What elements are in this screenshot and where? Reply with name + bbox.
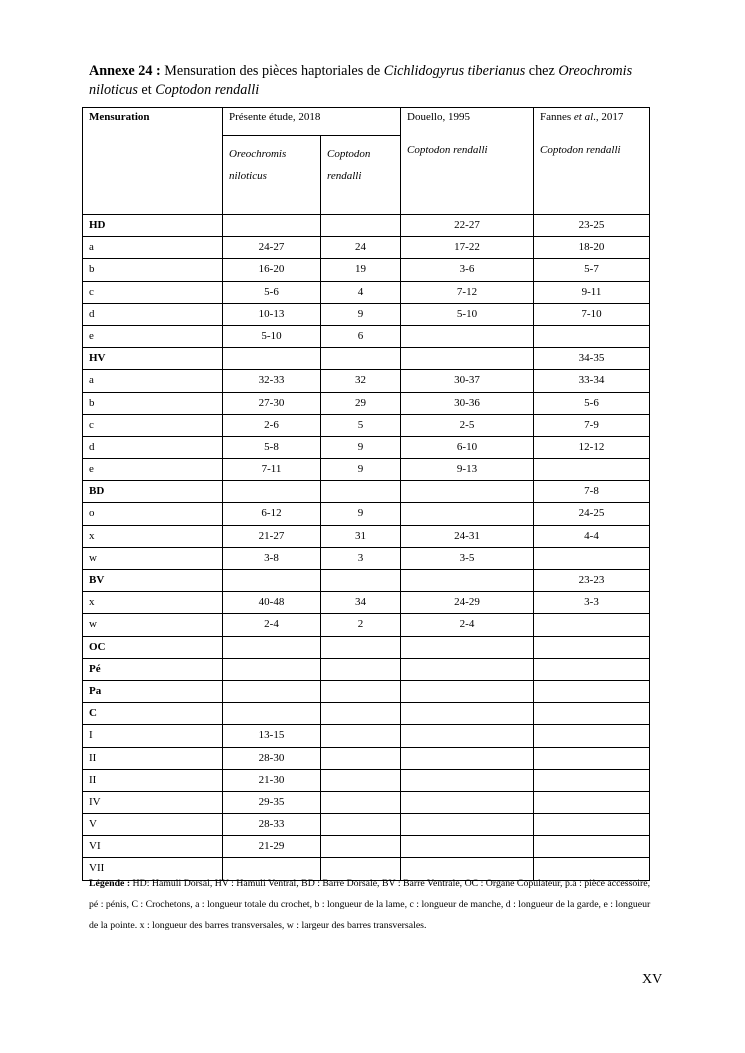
table-row — [83, 325, 650, 347]
row-label: II — [83, 747, 223, 769]
table-cell-c2 — [321, 481, 401, 503]
table-row — [83, 348, 650, 370]
table-cell-c4: 24-25 — [534, 503, 650, 525]
table-cell-c1: 29-35 — [223, 791, 321, 813]
table-cell-c3: 7-12 — [401, 281, 534, 303]
table-cell-c3: 3-5 — [401, 547, 534, 569]
table-cell-c4 — [534, 703, 650, 725]
table-cell-c2 — [321, 636, 401, 658]
table-cell-c2: 9 — [321, 503, 401, 525]
legend — [89, 873, 661, 936]
table-cell-c1 — [223, 348, 321, 370]
row-label: Pa — [83, 680, 223, 702]
table-cell-c3 — [401, 570, 534, 592]
species-coptodon: Coptodon rendalli — [155, 82, 260, 98]
table-row — [83, 459, 650, 481]
table-cell-c1: 21-29 — [223, 836, 321, 858]
annex-title: Annexe 24 : Mensuration des pièces haptoriales de Cichlidogyrus tiberianus chez Oreochromis niloticus et Coptodon rendalli — [89, 63, 633, 98]
table-cell-c1 — [223, 636, 321, 658]
row-label: Pé — [83, 658, 223, 680]
table-cell-c2: 4 — [321, 281, 401, 303]
table-row — [83, 259, 650, 281]
row-label: OC — [83, 636, 223, 658]
table-cell-c3 — [401, 725, 534, 747]
table-cell-c2: 29 — [321, 392, 401, 414]
table-cell-c2 — [321, 658, 401, 680]
table-cell-c1: 6-12 — [223, 503, 321, 525]
row-label: VII — [83, 858, 223, 880]
row-label: C — [83, 703, 223, 725]
table-cell-c4 — [534, 680, 650, 702]
species-cichlidogyrus: Cichlidogyrus tiberianus — [383, 63, 526, 79]
col-header-fannes — [534, 108, 650, 215]
row-label: b — [83, 392, 223, 414]
table-cell-c3: 5-10 — [401, 303, 534, 325]
col-header-coptodon: Coptodon rendalli — [321, 136, 401, 215]
table-cell-c2 — [321, 791, 401, 813]
table-row — [83, 215, 650, 237]
species-oreochromis: Oreochromis niloticus — [89, 63, 633, 98]
table-cell-c2 — [321, 747, 401, 769]
legend-label: Légende : — [89, 878, 131, 889]
row-label: HV — [83, 348, 223, 370]
fannes-ref: Fannes et al., 2017 — [540, 111, 624, 123]
table-row — [83, 747, 650, 769]
row-label: x — [83, 525, 223, 547]
table-cell-c3: 30-36 — [401, 392, 534, 414]
table-cell-c4 — [534, 459, 650, 481]
table-cell-c2 — [321, 215, 401, 237]
table-cell-c3 — [401, 769, 534, 791]
row-label: b — [83, 259, 223, 281]
annex-number: Annexe 24 : — [89, 63, 161, 79]
table-cell-c3 — [401, 814, 534, 836]
row-label: BV — [83, 570, 223, 592]
table-row — [83, 769, 650, 791]
table-cell-c2 — [321, 836, 401, 858]
table-cell-c3 — [401, 791, 534, 813]
row-label: VI — [83, 836, 223, 858]
table-cell-c3 — [401, 703, 534, 725]
col-header-douello — [401, 108, 534, 215]
table-row — [83, 636, 650, 658]
table-cell-c1 — [223, 680, 321, 702]
table-cell-c3: 6-10 — [401, 436, 534, 458]
table-cell-c4 — [534, 658, 650, 680]
row-label: HD — [83, 215, 223, 237]
table-row — [83, 814, 650, 836]
table-cell-c4 — [534, 725, 650, 747]
table-cell-c4: 7-9 — [534, 414, 650, 436]
table-cell-c3: 22-27 — [401, 215, 534, 237]
col-header-present-study: Présente étude, 2018 — [223, 108, 401, 136]
table-row — [83, 503, 650, 525]
table-cell-c3 — [401, 348, 534, 370]
row-label: d — [83, 303, 223, 325]
table-cell-c4 — [534, 747, 650, 769]
legend-text: HD: Hamuli Dorsal, HV : Hamuli Ventral, BD : Barre Dorsale, BV : Barre Ventrale, OC : Organe Copulateur, p.a : pièce accessoire, pé : pénis, C : Crochetons, a : longueur totale du crochet, b : longueur de la lame, c : longueur de manche, d : longueur de la garde, e : longueur de la pointe. x : longueur des barres transversales, w : largeur des barres transversales. — [89, 878, 651, 931]
table-cell-c3: 2-5 — [401, 414, 534, 436]
table-cell-c3 — [401, 503, 534, 525]
table-cell-c4: 33-34 — [534, 370, 650, 392]
table-row — [83, 525, 650, 547]
fannes-species: Coptodon rendalli — [540, 144, 621, 156]
header-row-1 — [83, 108, 650, 136]
table-cell-c1: 32-33 — [223, 370, 321, 392]
table-cell-c1 — [223, 570, 321, 592]
table-cell-c3 — [401, 636, 534, 658]
table-cell-c3 — [401, 658, 534, 680]
table-cell-c3: 17-22 — [401, 237, 534, 259]
table-row — [83, 592, 650, 614]
table-cell-c2: 9 — [321, 303, 401, 325]
table-cell-c2: 5 — [321, 414, 401, 436]
table-cell-c1: 21-30 — [223, 769, 321, 791]
table-cell-c1: 10-13 — [223, 303, 321, 325]
table-cell-c2: 6 — [321, 325, 401, 347]
table-cell-c2 — [321, 348, 401, 370]
table-row — [83, 547, 650, 569]
table-cell-c2: 9 — [321, 436, 401, 458]
table-row — [83, 836, 650, 858]
table-row — [83, 680, 650, 702]
table-cell-c3: 3-6 — [401, 259, 534, 281]
table-cell-c1: 5-10 — [223, 325, 321, 347]
table-row — [83, 658, 650, 680]
table-row — [83, 414, 650, 436]
table-row — [83, 703, 650, 725]
table-cell-c1: 21-27 — [223, 525, 321, 547]
col-header-mensuration: Mensuration — [83, 108, 223, 215]
measurement-table — [82, 107, 650, 881]
row-label: V — [83, 814, 223, 836]
table-cell-c2: 24 — [321, 237, 401, 259]
table-cell-c4: 34-35 — [534, 348, 650, 370]
table-cell-c4: 7-8 — [534, 481, 650, 503]
row-label: II — [83, 769, 223, 791]
table-cell-c1 — [223, 703, 321, 725]
table-cell-c4: 5-7 — [534, 259, 650, 281]
table-cell-c1: 3-8 — [223, 547, 321, 569]
table-cell-c1: 27-30 — [223, 392, 321, 414]
douello-ref: Douello, 1995 — [407, 111, 470, 123]
table-cell-c1: 5-6 — [223, 281, 321, 303]
table-row — [83, 370, 650, 392]
table-row — [83, 281, 650, 303]
table-cell-c1: 7-11 — [223, 459, 321, 481]
table-cell-c2: 32 — [321, 370, 401, 392]
col-header-oreochromis: Oreochromis niloticus — [223, 136, 321, 215]
table-cell-c4: 18-20 — [534, 237, 650, 259]
table-cell-c2 — [321, 814, 401, 836]
table-cell-c2: 19 — [321, 259, 401, 281]
table-cell-c3 — [401, 680, 534, 702]
table-cell-c1: 28-30 — [223, 747, 321, 769]
row-label: d — [83, 436, 223, 458]
table-cell-c4: 9-11 — [534, 281, 650, 303]
table-cell-c4 — [534, 636, 650, 658]
table-cell-c2 — [321, 769, 401, 791]
table-cell-c3: 24-29 — [401, 592, 534, 614]
table-cell-c4: 3-3 — [534, 592, 650, 614]
table-cell-c2: 31 — [321, 525, 401, 547]
table-cell-c4: 23-23 — [534, 570, 650, 592]
table-cell-c2 — [321, 725, 401, 747]
table-cell-c4: 12-12 — [534, 436, 650, 458]
row-label: e — [83, 459, 223, 481]
table-cell-c1: 2-4 — [223, 614, 321, 636]
table-cell-c2 — [321, 680, 401, 702]
table-cell-c4: 7-10 — [534, 303, 650, 325]
table-cell-c3: 24-31 — [401, 525, 534, 547]
table-cell-c1: 28-33 — [223, 814, 321, 836]
table-row — [83, 481, 650, 503]
table-cell-c3: 2-4 — [401, 614, 534, 636]
table-cell-c3: 30-37 — [401, 370, 534, 392]
table-cell-c2 — [321, 570, 401, 592]
table-cell-c4: 23-25 — [534, 215, 650, 237]
row-label: o — [83, 503, 223, 525]
table-cell-c3 — [401, 481, 534, 503]
row-label: a — [83, 237, 223, 259]
douello-species: Coptodon rendalli — [407, 144, 488, 156]
table-cell-c2: 9 — [321, 459, 401, 481]
table-cell-c1 — [223, 658, 321, 680]
table-cell-c4: 4-4 — [534, 525, 650, 547]
row-label: w — [83, 614, 223, 636]
table-cell-c1: 13-15 — [223, 725, 321, 747]
page-number: XV — [642, 972, 663, 987]
table-row — [83, 570, 650, 592]
table-row — [83, 303, 650, 325]
table-cell-c4 — [534, 547, 650, 569]
table-cell-c4: 5-6 — [534, 392, 650, 414]
row-label: c — [83, 281, 223, 303]
table-cell-c1 — [223, 481, 321, 503]
table-row — [83, 791, 650, 813]
row-label: a — [83, 370, 223, 392]
table-cell-c1: 24-27 — [223, 237, 321, 259]
table-cell-c3: 9-13 — [401, 459, 534, 481]
table-row — [83, 614, 650, 636]
row-label: I — [83, 725, 223, 747]
table-cell-c2 — [321, 703, 401, 725]
table-row — [83, 436, 650, 458]
row-label: e — [83, 325, 223, 347]
table-cell-c3 — [401, 836, 534, 858]
table-cell-c1: 5-8 — [223, 436, 321, 458]
table-cell-c4 — [534, 791, 650, 813]
table-cell-c1 — [223, 215, 321, 237]
row-label: IV — [83, 791, 223, 813]
table-cell-c2: 2 — [321, 614, 401, 636]
table-cell-c3 — [401, 747, 534, 769]
table-row — [83, 237, 650, 259]
table-cell-c4 — [534, 836, 650, 858]
table-cell-c2: 3 — [321, 547, 401, 569]
table-cell-c2: 34 — [321, 592, 401, 614]
table-cell-c1: 40-48 — [223, 592, 321, 614]
table-row — [83, 392, 650, 414]
row-label: c — [83, 414, 223, 436]
table-row — [83, 725, 650, 747]
table-cell-c4 — [534, 325, 650, 347]
table-cell-c4 — [534, 614, 650, 636]
table-cell-c4 — [534, 769, 650, 791]
table-cell-c1: 2-6 — [223, 414, 321, 436]
table-cell-c1: 16-20 — [223, 259, 321, 281]
row-label: w — [83, 547, 223, 569]
table-cell-c3 — [401, 325, 534, 347]
table-cell-c4 — [534, 814, 650, 836]
row-label: BD — [83, 481, 223, 503]
row-label: x — [83, 592, 223, 614]
